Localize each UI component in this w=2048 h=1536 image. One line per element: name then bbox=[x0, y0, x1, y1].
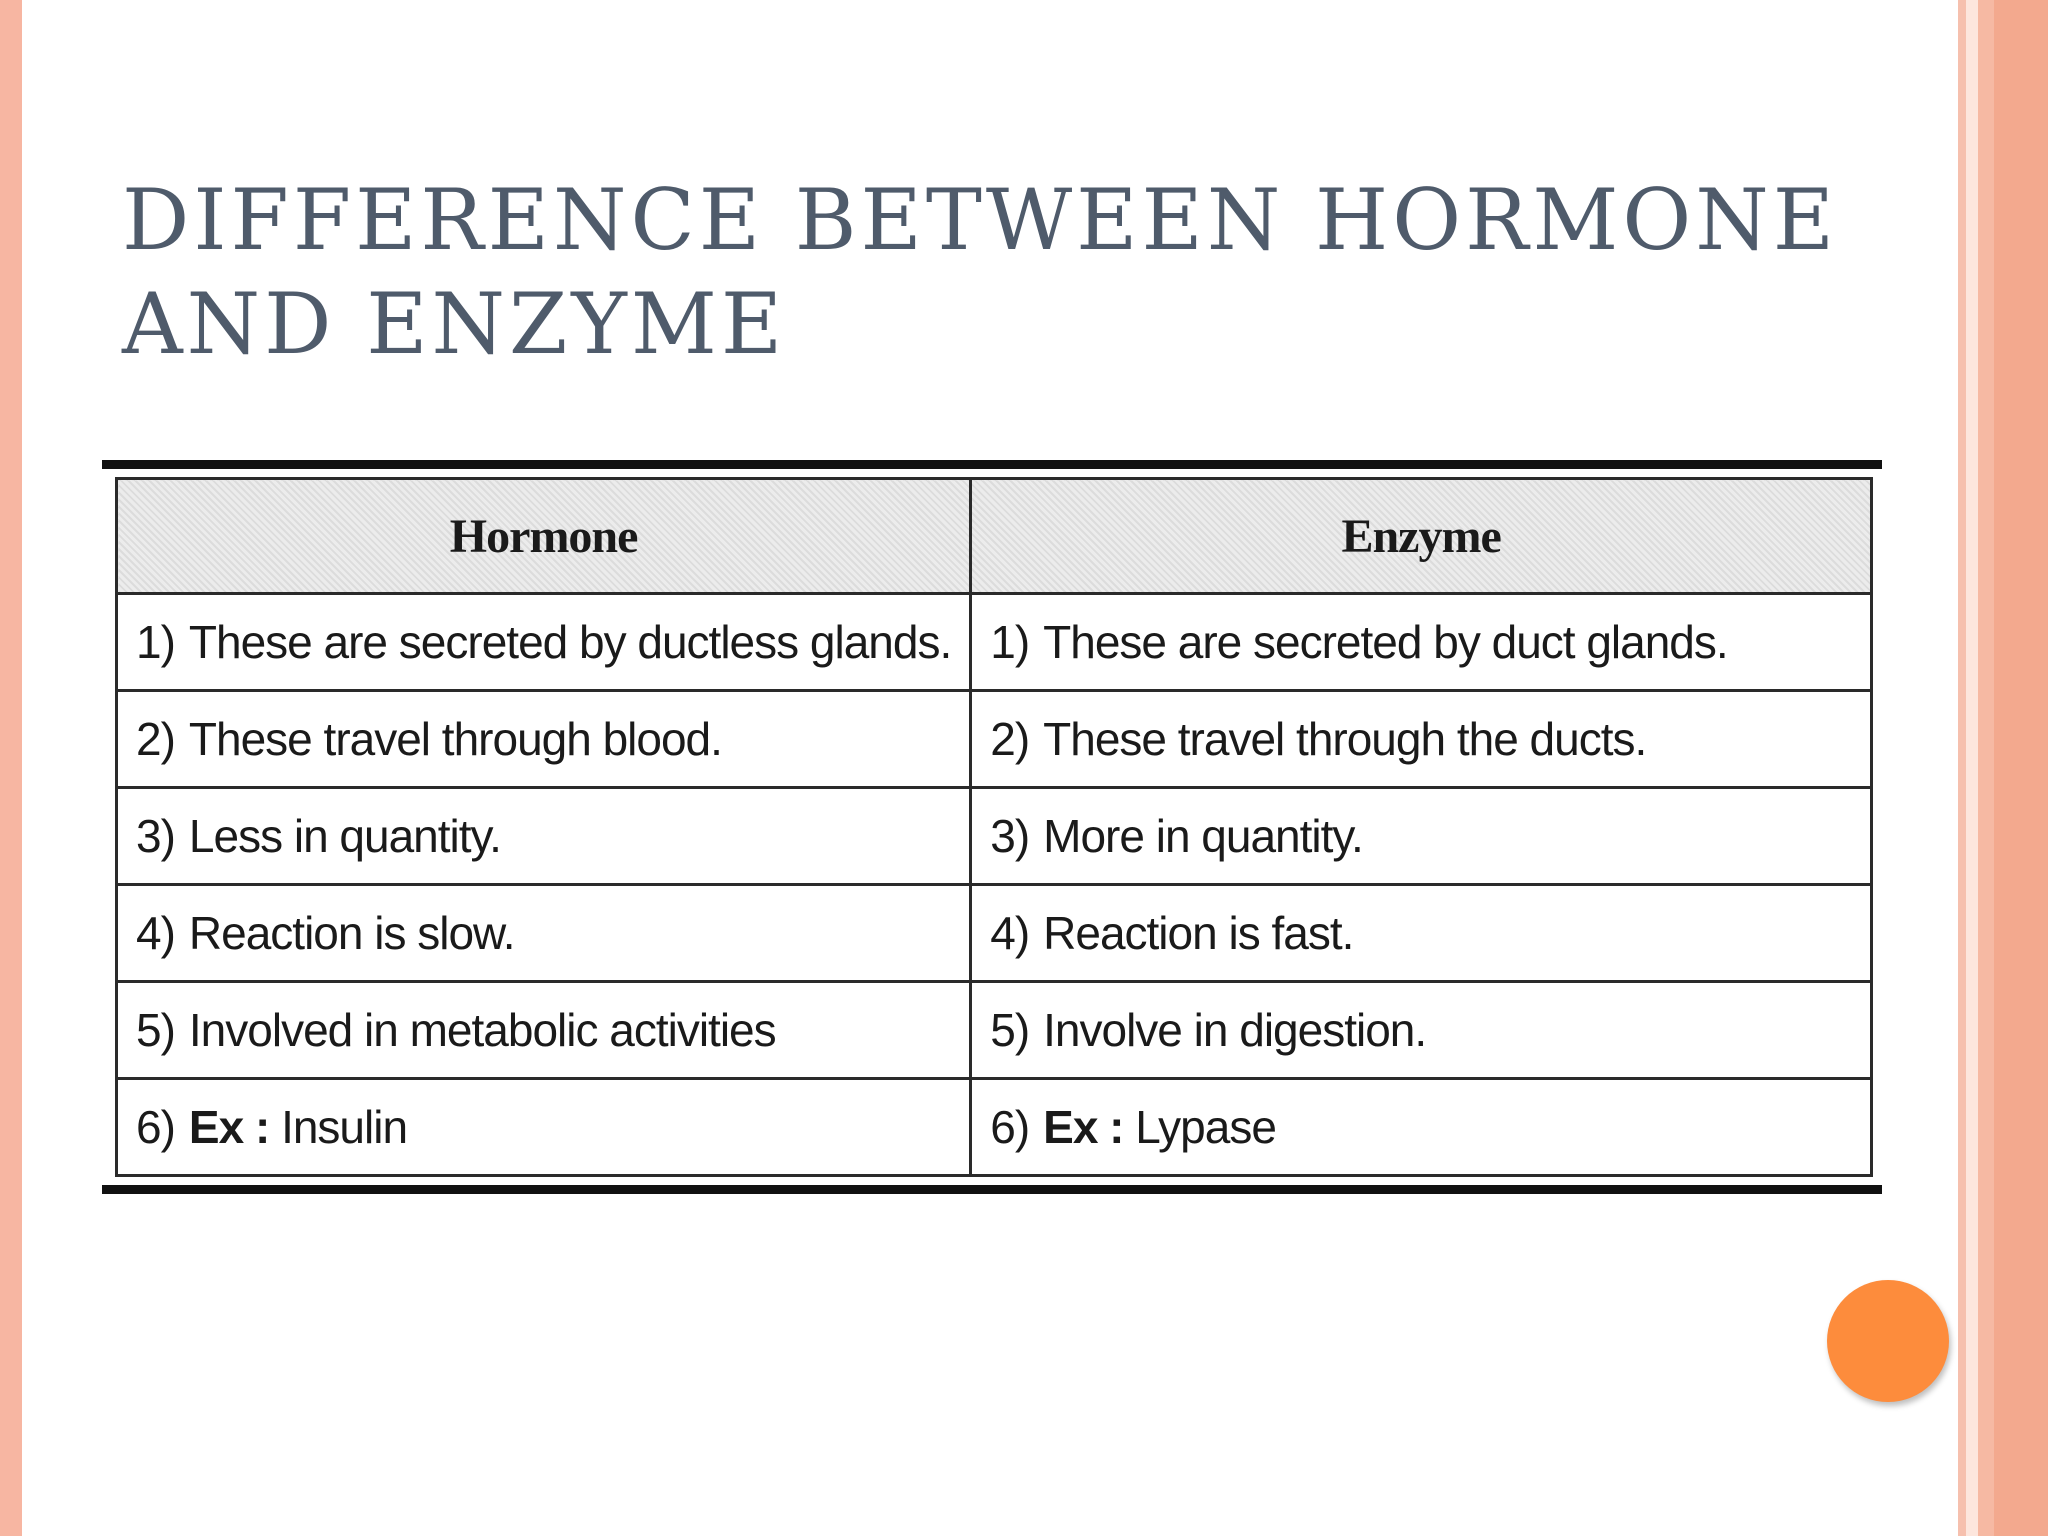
comparison-table bbox=[115, 477, 1873, 1177]
header-enzyme: Enzyme bbox=[971, 479, 1872, 594]
table-row bbox=[117, 885, 1872, 982]
hormone-cell bbox=[117, 788, 971, 885]
right-border-stripe bbox=[1978, 0, 1994, 1536]
row-number: 3) bbox=[136, 810, 175, 862]
slide-title-line-1: DIFFERENCE BETWEEN HORMONE bbox=[122, 171, 1839, 269]
hormone-text: Involved in metabolic activities bbox=[188, 1004, 776, 1056]
enzyme-cell bbox=[971, 788, 1872, 885]
row-number: 6) bbox=[136, 1101, 175, 1153]
left-border-stripe bbox=[0, 0, 22, 1536]
enzyme-example: Lypase bbox=[1135, 1101, 1276, 1153]
table-bottom-rule bbox=[102, 1185, 1882, 1194]
table-row bbox=[117, 691, 1872, 788]
table-top-rule bbox=[102, 460, 1882, 469]
enzyme-cell bbox=[971, 982, 1872, 1079]
enzyme-cell bbox=[971, 1079, 1872, 1176]
enzyme-text: These travel through the ducts. bbox=[1043, 713, 1647, 765]
enzyme-cell bbox=[971, 691, 1872, 788]
row-number: 6) bbox=[990, 1101, 1030, 1153]
row-number: 3) bbox=[990, 810, 1030, 862]
right-border-stripe bbox=[1966, 0, 1978, 1536]
hormone-cell bbox=[117, 691, 971, 788]
hormone-cell bbox=[117, 1079, 971, 1176]
table-row bbox=[117, 982, 1872, 1079]
right-border-stripe bbox=[1994, 0, 2048, 1536]
hormone-cell bbox=[117, 594, 971, 691]
row-number: 4) bbox=[990, 907, 1030, 959]
hormone-cell bbox=[117, 982, 971, 1079]
table-row bbox=[117, 594, 1872, 691]
row-number: 5) bbox=[136, 1004, 175, 1056]
enzyme-text: Reaction is fast. bbox=[1043, 907, 1354, 959]
row-number: 5) bbox=[990, 1004, 1030, 1056]
right-border-stripe bbox=[1958, 0, 1966, 1536]
hormone-text: These are secreted by ductless glands. bbox=[188, 616, 952, 668]
example-label: Ex : bbox=[188, 1101, 270, 1153]
enzyme-cell bbox=[971, 885, 1872, 982]
hormone-text: These travel through blood. bbox=[188, 713, 722, 765]
orange-circle-decoration bbox=[1827, 1280, 1949, 1402]
table-header-row bbox=[117, 479, 1872, 594]
enzyme-text: More in quantity. bbox=[1043, 810, 1363, 862]
example-label: Ex : bbox=[1043, 1101, 1124, 1153]
slide-title bbox=[122, 168, 1882, 376]
enzyme-text: These are secreted by duct glands. bbox=[1043, 616, 1728, 668]
hormone-example: Insulin bbox=[281, 1101, 408, 1153]
enzyme-cell bbox=[971, 594, 1872, 691]
row-number: 1) bbox=[136, 616, 175, 668]
hormone-text: Less in quantity. bbox=[188, 810, 501, 862]
table-row bbox=[117, 788, 1872, 885]
row-number: 4) bbox=[136, 907, 175, 959]
comparison-table-wrapper bbox=[102, 460, 1882, 1194]
header-hormone: Hormone bbox=[117, 479, 971, 594]
hormone-text: Reaction is slow. bbox=[188, 907, 515, 959]
table-row bbox=[117, 1079, 1872, 1176]
slide-title-line-2: AND ENZYME bbox=[122, 275, 787, 373]
row-number: 2) bbox=[990, 713, 1030, 765]
hormone-cell bbox=[117, 885, 971, 982]
row-number: 2) bbox=[136, 713, 175, 765]
row-number: 1) bbox=[990, 616, 1030, 668]
enzyme-text: Involve in digestion. bbox=[1043, 1004, 1427, 1056]
